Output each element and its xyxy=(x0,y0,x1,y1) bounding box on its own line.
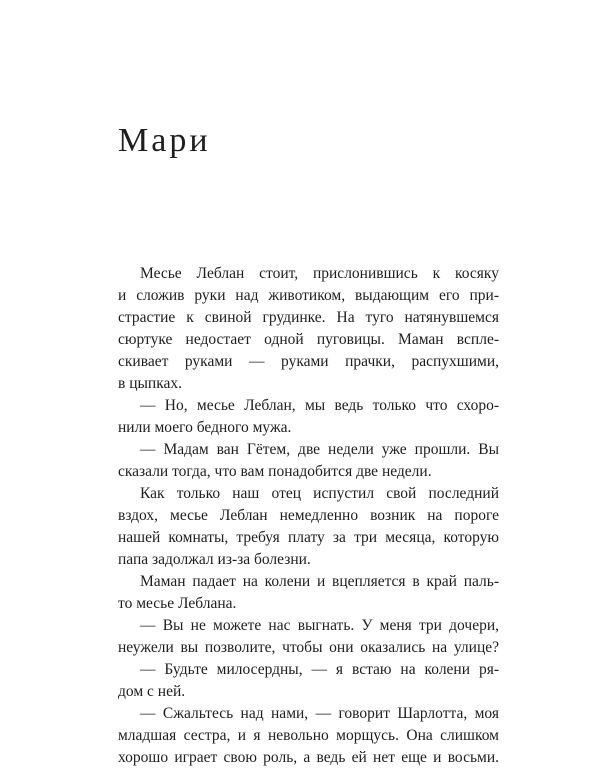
text-line: — Вы не можете нас выгнать. У меня три дочери, xyxy=(140,617,499,634)
text-line: дом с ней. xyxy=(118,683,186,700)
chapter-body xyxy=(118,263,499,769)
text-line: в цыпках. xyxy=(118,375,182,392)
text-line: сюртуке недостает одной пуговицы. Маман вспле- xyxy=(118,331,499,348)
text-line: сказали тогда, что вам понадобится две недели. xyxy=(118,463,432,480)
text-line: — Но, месье Леблан, мы ведь только что схоро- xyxy=(140,397,499,414)
text-line: неужели вы позволите, чтобы они оказались на улице? xyxy=(118,639,499,656)
text-line: — Сжальтесь над нами, — говорит Шарлотта, моя xyxy=(140,705,499,722)
text-line: вздох, месье Леблан немедленно возник на пороге xyxy=(118,507,499,524)
text-line: скивает руками — руками прачки, распухшими, xyxy=(118,353,499,370)
text-line: Маман падает на колени и вцепляется в край паль- xyxy=(140,573,499,590)
text-line: папа задолжал из-за болезни. xyxy=(118,551,311,568)
chapter-title: Мари xyxy=(118,122,211,159)
text-line: младшая сестра, и я невольно морщусь. Она слишком xyxy=(118,727,499,744)
text-line: и сложив руки над животиком, выдающим его при- xyxy=(118,287,499,304)
text-line: — Будьте милосердны, — я встаю на колени ря- xyxy=(140,661,499,678)
text-line: — Мадам ван Гётем, две недели уже прошли. Вы xyxy=(140,441,499,458)
text-line: Как только наш отец испустил свой последний xyxy=(140,485,499,502)
text-line: то месье Леблана. xyxy=(118,595,237,612)
text-line: нашей комнаты, требуя плату за три месяца, которую xyxy=(118,529,499,546)
text-line: нили моего бедного мужа. xyxy=(118,419,292,436)
text-line: Месье Леблан стоит, прислонившись к косяку xyxy=(140,265,499,282)
text-line: страстие к свиной грудинке. На туго натянувшемся xyxy=(118,309,499,326)
text-line: хорошо играет свою роль, а ведь ей нет еще и восьми. xyxy=(118,749,499,766)
